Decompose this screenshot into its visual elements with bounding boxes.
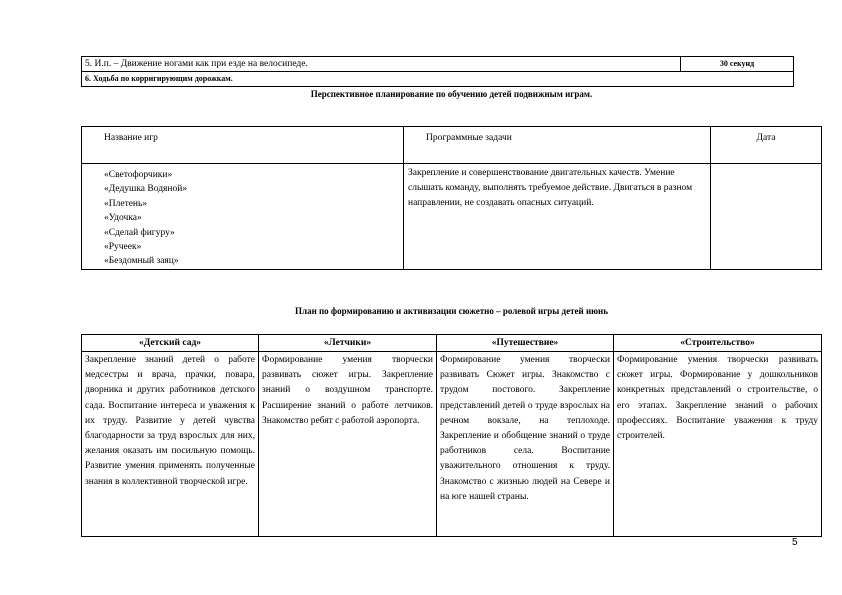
- exercise-6-text: 6. Ходьба по корригирующим дорожкам.: [82, 72, 794, 87]
- exercise-5-duration: 30 секунд: [681, 57, 794, 72]
- games-list: [82, 164, 403, 269]
- page-number: 5: [792, 537, 798, 548]
- col-header-kindergarten: «Детский сад»: [82, 335, 259, 352]
- list-item: «Сделай фигуру»: [104, 227, 175, 238]
- games-list-cell: [82, 164, 404, 270]
- cell-kindergarten: Закрепление знаний детей о работе медсестры и врача, прачки, повара, дворника и других работников детского сада. Воспитание интереса и уважения к их труду. Развитие у детей чувства благодарности за труд взрослых для них, желания оказать им посильную помощь. Развитие умения применять полученные знания в коллективной творческой игре.: [82, 352, 259, 537]
- list-item: «Светофорчики»: [104, 170, 173, 180]
- cell-travel: Формирование умения творчески развивать Сюжет игры. Знакомство с трудом постового. Закрепление представлений детей о труде взрослых на речном вокзале, на теплоходе. Закрепление и обобщение знаний о труде работников села. Воспитание уважительного отношения к труду. Знакомство с жизнью людей на Севере и на юге нашей страны.: [437, 352, 614, 537]
- tasks-col-header: Программные задачи: [404, 127, 711, 164]
- list-item: «Дедушка Водяной»: [104, 184, 188, 195]
- roleplay-table: [81, 334, 822, 537]
- col-header-pilots: «Летчики»: [259, 335, 437, 352]
- col-header-construction: «Строительство»: [614, 335, 822, 352]
- list-item: «Ручеек»: [104, 242, 142, 253]
- list-item: «Плетень»: [104, 198, 148, 209]
- cell-pilots: Формирование умения творчески развивать сюжет игры. Закрепление знаний о воздушном транспорте. Расширение знаний о работе летчиков. Знакомство ребят с работой аэропорта.: [259, 352, 437, 537]
- exercise-table: [81, 56, 794, 87]
- list-item: «Удочка»: [104, 213, 142, 224]
- col-header-travel: «Путешествие»: [437, 335, 614, 352]
- date-cell: [711, 164, 822, 270]
- tasks-cell: Закрепление и совершенствование двигательных качеств. Умение слышать команду, выполнять требуемое действие. Двигаться в разном направлении, не создавать опасных ситуаций.: [404, 164, 711, 270]
- games-table: [81, 126, 822, 270]
- section2-title: План по формированию и активизации сюжетно – ролевой игры детей июнь: [295, 306, 608, 316]
- date-col-header: Дата: [711, 127, 822, 164]
- cell-construction: Формирование умения творчески развивать сюжет игры. Формирование у дошкольников конкретных представлений о строительстве, о его этапах. Закрепление знаний о рабочих профессиях. Воспитание уважения к труду строителей.: [614, 352, 822, 537]
- exercise-5-text: 5. И.п. – Движение ногами как при езде на велосипеде.: [82, 57, 681, 72]
- list-item: «Бездомный заяц»: [104, 256, 179, 267]
- section1-title: Перспективное планирование по обучению детей подвижным играм.: [310, 89, 593, 99]
- games-col-header: Название игр: [82, 127, 404, 164]
